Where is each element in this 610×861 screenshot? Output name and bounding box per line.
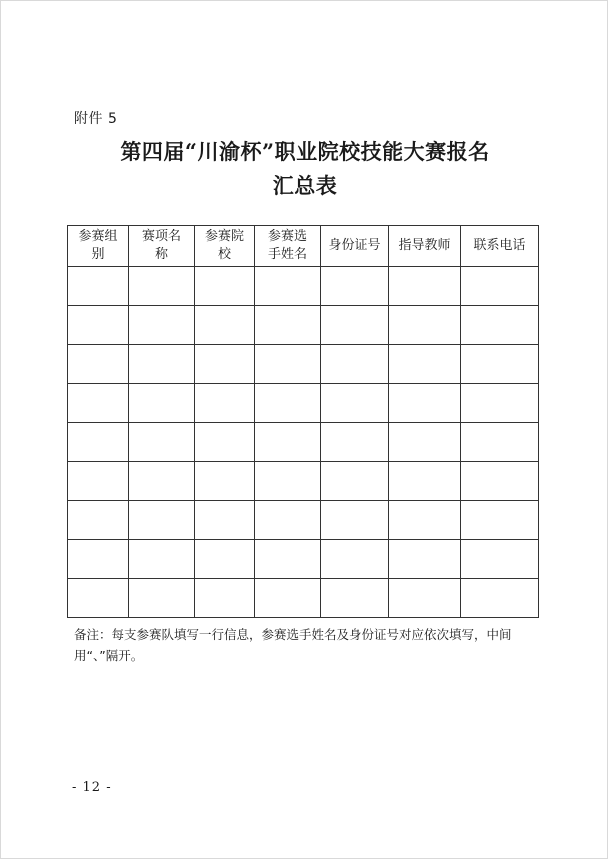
table-cell[interactable] bbox=[129, 540, 195, 579]
table-cell[interactable] bbox=[129, 267, 195, 306]
table-cell[interactable] bbox=[321, 345, 389, 384]
table-cell[interactable] bbox=[129, 501, 195, 540]
table-row bbox=[68, 462, 539, 501]
table-cell[interactable] bbox=[255, 267, 321, 306]
table-row bbox=[68, 345, 539, 384]
table-cell[interactable] bbox=[255, 345, 321, 384]
column-header-event: 赛项名称 bbox=[129, 226, 195, 267]
table-cell[interactable] bbox=[461, 501, 539, 540]
table-cell[interactable] bbox=[195, 306, 255, 345]
table-cell[interactable] bbox=[255, 384, 321, 423]
table-body bbox=[68, 267, 539, 618]
table-cell[interactable] bbox=[461, 540, 539, 579]
table-cell[interactable] bbox=[321, 384, 389, 423]
table-cell[interactable] bbox=[461, 306, 539, 345]
table-cell[interactable] bbox=[389, 579, 461, 618]
table-cell[interactable] bbox=[195, 462, 255, 501]
table-cell[interactable] bbox=[389, 384, 461, 423]
table-cell[interactable] bbox=[255, 579, 321, 618]
table-cell[interactable] bbox=[195, 345, 255, 384]
table-cell[interactable] bbox=[68, 384, 129, 423]
table-cell[interactable] bbox=[195, 267, 255, 306]
registration-summary-table bbox=[67, 225, 539, 618]
column-header-instructor: 指导教师 bbox=[389, 226, 461, 267]
table-header-row bbox=[68, 226, 539, 267]
table-cell[interactable] bbox=[321, 306, 389, 345]
table-cell[interactable] bbox=[389, 462, 461, 501]
table-cell[interactable] bbox=[255, 423, 321, 462]
table-cell[interactable] bbox=[68, 306, 129, 345]
table-cell[interactable] bbox=[129, 423, 195, 462]
table-cell[interactable] bbox=[129, 306, 195, 345]
column-header-phone: 联系电话 bbox=[461, 226, 539, 267]
table-cell[interactable] bbox=[321, 423, 389, 462]
column-header-id-number: 身份证号 bbox=[321, 226, 389, 267]
table-cell[interactable] bbox=[461, 384, 539, 423]
table-cell[interactable] bbox=[389, 306, 461, 345]
table-cell[interactable] bbox=[321, 267, 389, 306]
table-cell[interactable] bbox=[129, 462, 195, 501]
table-cell[interactable] bbox=[255, 501, 321, 540]
column-header-contestant-name: 参赛选手姓名 bbox=[255, 226, 321, 267]
table-cell[interactable] bbox=[389, 267, 461, 306]
document-title-line-2: 汇总表 bbox=[272, 173, 338, 198]
table-cell[interactable] bbox=[195, 384, 255, 423]
table-cell[interactable] bbox=[129, 579, 195, 618]
table-cell[interactable] bbox=[68, 267, 129, 306]
table-cell[interactable] bbox=[461, 423, 539, 462]
table-cell[interactable] bbox=[68, 501, 129, 540]
table-row bbox=[68, 540, 539, 579]
table-cell[interactable] bbox=[461, 462, 539, 501]
table-row bbox=[68, 501, 539, 540]
table-cell[interactable] bbox=[461, 267, 539, 306]
table-cell[interactable] bbox=[389, 423, 461, 462]
table-cell[interactable] bbox=[255, 306, 321, 345]
table-cell[interactable] bbox=[321, 540, 389, 579]
column-header-group: 参赛组别 bbox=[68, 226, 129, 267]
table-row bbox=[68, 423, 539, 462]
table-cell[interactable] bbox=[195, 579, 255, 618]
table-cell[interactable] bbox=[461, 345, 539, 384]
table-cell[interactable] bbox=[389, 345, 461, 384]
table-cell[interactable] bbox=[461, 579, 539, 618]
column-header-school: 参赛院校 bbox=[195, 226, 255, 267]
attachment-label: 附件 5 bbox=[74, 111, 118, 127]
table-cell[interactable] bbox=[129, 345, 195, 384]
table-cell[interactable] bbox=[255, 540, 321, 579]
table-cell[interactable] bbox=[68, 579, 129, 618]
table-cell[interactable] bbox=[321, 579, 389, 618]
table-cell[interactable] bbox=[255, 462, 321, 501]
table-cell[interactable] bbox=[321, 501, 389, 540]
page-number: - 12 - bbox=[72, 780, 112, 795]
table-cell[interactable] bbox=[68, 540, 129, 579]
table-row bbox=[68, 267, 539, 306]
document-title-line-1: 第四届“川渝杯”职业院校技能大赛报名 bbox=[120, 139, 490, 164]
table-cell[interactable] bbox=[68, 423, 129, 462]
table-cell[interactable] bbox=[68, 345, 129, 384]
table-cell[interactable] bbox=[321, 462, 389, 501]
remarks-note: 备注：每支参赛队填写一行信息，参赛选手姓名及身份证号对应依次填写，中间用“、”隔开。 bbox=[74, 627, 512, 663]
table-row bbox=[68, 384, 539, 423]
table-cell[interactable] bbox=[195, 501, 255, 540]
table-cell[interactable] bbox=[195, 540, 255, 579]
table-cell[interactable] bbox=[389, 501, 461, 540]
table-row bbox=[68, 306, 539, 345]
table-row bbox=[68, 579, 539, 618]
table-cell[interactable] bbox=[195, 423, 255, 462]
table-cell[interactable] bbox=[389, 540, 461, 579]
table-cell[interactable] bbox=[129, 384, 195, 423]
table-cell[interactable] bbox=[68, 462, 129, 501]
